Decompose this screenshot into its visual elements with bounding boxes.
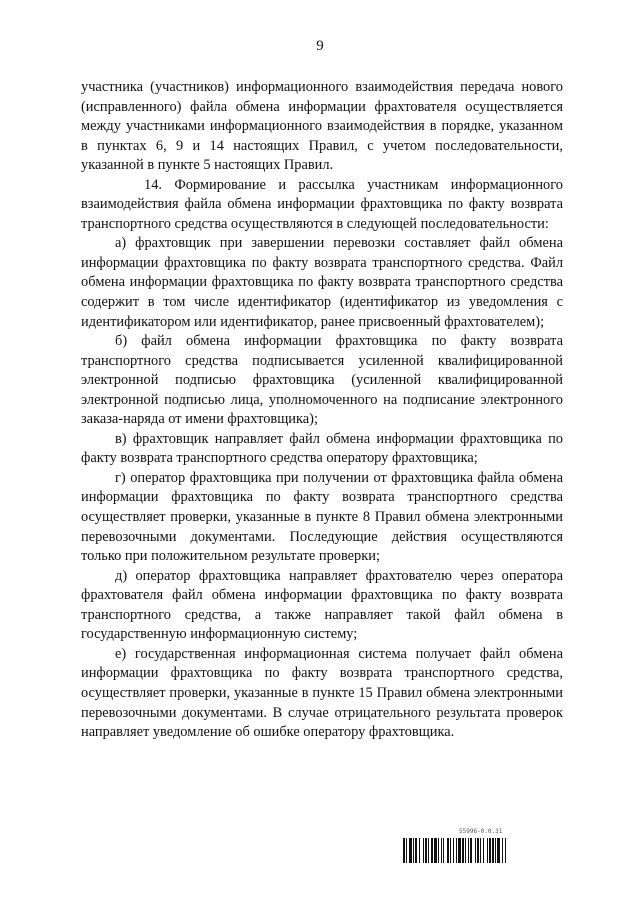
barcode-bar xyxy=(425,838,427,863)
paragraph-subitem-a: а) фрахтовщик при завершении перевозки составляет файл обмена информации фрахтовщика по факту возврата транспортного средства. Файл обмена информации фрахтовщика по факту возврата транспортного средства содержит в том числе идентификатор (идентификатор из уведомления с идентификатором или идентификатор, ранее присвоенный фрахтователем); xyxy=(81,235,563,330)
barcode-bar xyxy=(462,838,464,863)
barcode-bar xyxy=(483,838,484,863)
barcode-bar xyxy=(441,838,442,863)
barcode-bar xyxy=(419,838,420,863)
barcode-bar xyxy=(502,838,503,863)
page-number: 9 xyxy=(316,38,324,54)
barcode-bar xyxy=(443,838,444,863)
barcode-bar xyxy=(492,838,494,863)
barcode-bar xyxy=(447,838,449,863)
barcode-bar xyxy=(458,838,461,863)
document-body xyxy=(81,78,563,743)
paragraph-subitem-d: д) оператор фрахтовщика направляет фрахтователю через оператора фрахтователя файл обмена информации фрахтовщика по факту возврата транспортного средства, а также направляет такой файл обмена в государственную информационную систему; xyxy=(81,567,563,643)
paragraph-subitem-b: б) файл обмена информации фрахтовщика по факту возврата транспортного средства подписывается усиленной квалифицированной электронной подписью фрахтовщика (усиленной квалифицированной электронной подписью лица, уполномоченного на подписание электронного заказа-наряда от имени фрахтовщика); xyxy=(81,333,563,428)
barcode-bar xyxy=(505,838,506,863)
paragraph-subitem-e: е) государственная информационная система получает файл обмена информации фрахтовщика по факту возврата транспортного средства, осуществляет проверки, указанные в пункте 15 Правил обмена электронными перевозочными документами. В случае отрицательного результата проверок направляет уведомление об ошибке оператору фрахтовщика. xyxy=(81,645,563,741)
barcode-bar xyxy=(415,838,417,863)
barcode-bar xyxy=(480,838,481,863)
barcode-bar xyxy=(453,838,454,863)
barcode-bar xyxy=(438,838,439,863)
barcode-bar xyxy=(475,838,476,863)
barcode-bar xyxy=(465,838,466,863)
barcode-bar xyxy=(423,838,424,863)
paragraph-subitem-v: в) фрахтовщик направляет файл обмена информации фрахтовщика по факту возврата транспортного средства оператору фрахтовщика; xyxy=(81,430,563,467)
paragraph-item-14: 14. Формирование и рассылка участникам информационного взаимодействия файла обмена информации фрахтовщика по факту возврата транспортного средства осуществляются в следующей последовательности: xyxy=(81,176,563,232)
barcode-bar xyxy=(403,838,405,863)
barcode-bar xyxy=(468,838,469,863)
barcode-bar xyxy=(470,838,472,863)
barcode-bar xyxy=(413,838,414,863)
barcode-bar xyxy=(406,838,407,863)
barcode-bar xyxy=(495,838,496,863)
barcode-bar xyxy=(497,838,500,863)
barcode-bar xyxy=(477,838,479,863)
barcode-bar xyxy=(487,838,488,863)
barcode-bar xyxy=(456,838,457,863)
barcode-bars xyxy=(403,838,563,863)
barcode-label: 55996-0.0.31 xyxy=(459,828,503,835)
barcode-bar xyxy=(489,838,491,863)
paragraph-subitem-g: г) оператор фрахтовщика при получении от фрахтовщика файла обмена информации фрахтовщика по факту возврата транспортного средства осуществляет проверки, указанные в пункте 8 Правил обмена электронными перевозочными документами. Последующие действия осуществляются только при положительном результате проверки; xyxy=(81,469,563,565)
paragraph-continuation: участника (участников) информационного взаимодействия передача нового (исправленного) файла обмена информации фрахтователя осуществляется между участниками информационного взаимодействия в порядке, указанном в пунктах 6, 9 и 14 настоящих Правил, с учетом последовательности, указанной в пункте 5 настоящих Правил. xyxy=(81,79,563,174)
barcode-bar xyxy=(450,838,451,863)
barcode-bar xyxy=(431,838,433,863)
barcode-image xyxy=(403,838,563,863)
barcode-bar xyxy=(434,838,437,863)
barcode-bar xyxy=(409,838,412,863)
barcode-bar xyxy=(428,838,429,863)
